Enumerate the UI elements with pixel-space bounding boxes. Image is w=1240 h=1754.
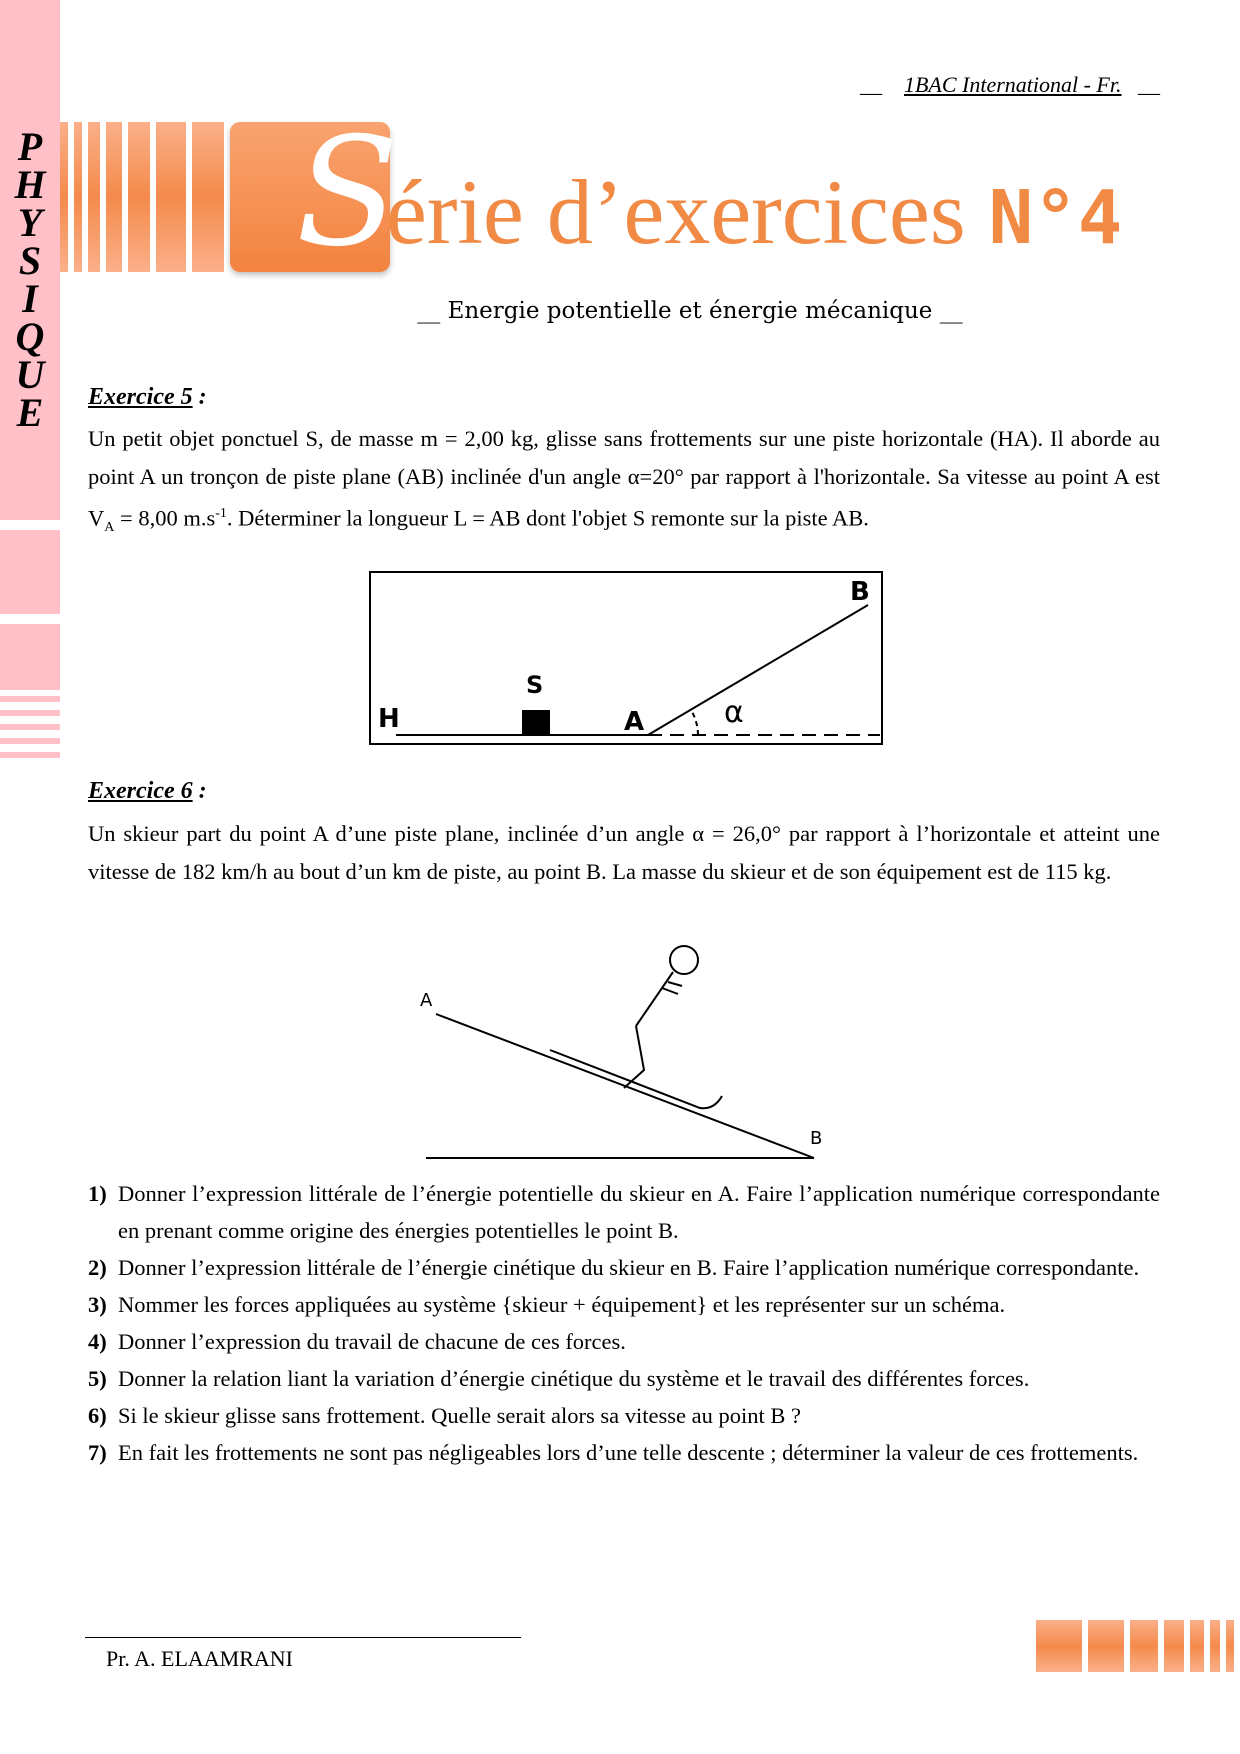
sidebar-block	[0, 624, 60, 690]
title-first-letter: S	[296, 106, 399, 280]
question-item	[88, 1249, 1160, 1286]
decor-bar	[1210, 1620, 1220, 1672]
question-item	[88, 1323, 1160, 1360]
subject-letter: H	[14, 162, 46, 207]
question-number: 5)	[88, 1366, 107, 1391]
decor-bar	[60, 122, 68, 272]
skier-arm	[668, 982, 682, 986]
subject-letter: Q	[15, 314, 45, 359]
title-decoration-bars	[60, 122, 228, 272]
subject-letter: U	[15, 352, 45, 397]
decor-bar	[1226, 1620, 1234, 1672]
header-level: 1BAC International - Fr.	[903, 72, 1122, 97]
subject-letter: I	[22, 276, 38, 321]
title-text: érie d’exercices	[386, 161, 989, 263]
sidebar-stripe	[0, 738, 60, 744]
decor-bar	[1036, 1620, 1082, 1672]
statement-text: . Déterminer la longueur L = AB dont l'objet S remonte sur la piste AB.	[226, 505, 869, 531]
statement-text: = 8,00 m.s	[114, 505, 216, 531]
question-text: Donner l’expression littérale de l’énergie potentielle du skieur en A. Faire l’application numérique correspondante en prenant comme origine des énergies potentielles le point B.	[118, 1181, 1160, 1243]
exercise-6-label: Exercice 6	[88, 778, 193, 804]
question-number: 7)	[88, 1440, 107, 1465]
subject-letter: S	[18, 238, 42, 283]
label-a: A	[420, 990, 433, 1011]
decor-bar	[88, 122, 100, 272]
question-number: 3)	[88, 1292, 107, 1317]
question-item	[88, 1434, 1160, 1471]
decor-bar	[1164, 1620, 1184, 1672]
exercise-6-figure	[410, 938, 830, 1170]
question-text: Si le skieur glisse sans frottement. Quelle serait alors sa vitesse au point B ?	[118, 1403, 801, 1428]
question-text: Donner l’expression littérale de l’énergie cinétique du skieur en B. Faire l’application numérique correspondante.	[118, 1255, 1140, 1280]
decor-bar	[1190, 1620, 1204, 1672]
question-number: 6)	[88, 1403, 107, 1428]
header-dash: __	[859, 72, 882, 97]
sidebar	[0, 0, 60, 770]
decor-bar	[156, 122, 186, 272]
question-number: 4)	[88, 1329, 107, 1354]
subtitle-text: __ Energie potentielle et énergie mécanique __	[417, 298, 963, 324]
exercise-5-heading	[88, 384, 207, 411]
skier-leg	[624, 1026, 644, 1088]
question-item	[88, 1397, 1160, 1434]
label-h: H	[378, 704, 400, 734]
exercise-6-statement: Un skieur part du point A d’une piste plane, inclinée d’un angle α = 26,0° par rapport à l’horizontale et atteint une vitesse de 182 km/h au bout d’un km de piste, au point B. La masse du skieur et de son équipement est de 115 kg.	[88, 821, 1160, 884]
object-s-block	[522, 710, 550, 734]
question-text: Nommer les forces appliquées au système {skieur + équipement} et les représenter sur un schéma.	[118, 1292, 1006, 1317]
footer-decoration-bars	[1036, 1620, 1240, 1672]
footer-author: Pr. A. ELAAMRANI	[106, 1646, 294, 1671]
label-alpha: α	[724, 695, 744, 730]
question-text: Donner la relation liant la variation d’énergie cinétique du système et le travail des différentes forces.	[118, 1366, 1030, 1391]
question-list	[88, 1175, 1160, 1471]
label-s: S	[526, 671, 544, 699]
exercise-5-figure	[368, 570, 884, 746]
page-title	[386, 162, 1122, 268]
question-text: En fait les frottements ne sont pas négligeables lors d’une telle descente ; déterminer la valeur de ces frottements.	[118, 1440, 1139, 1465]
sidebar-stripe	[0, 710, 60, 716]
skier-arm	[662, 988, 678, 994]
subject-letter: E	[16, 390, 44, 435]
header-dash: __	[1138, 72, 1160, 97]
statement-text: Un petit objet ponctuel S, de masse m = 2,00 kg, glisse sans frottements sur une piste horizontale (HA). Il aborde au point A un tronçon de piste plane (AB) inclinée d'un angle α=20° par rapport à l'horizontale. Sa vitesse au point A est V	[88, 426, 1160, 531]
decor-bar	[106, 122, 122, 272]
decor-bar	[1130, 1620, 1158, 1672]
question-text: Donner l’expression du travail de chacune de ces forces.	[118, 1329, 626, 1354]
header-level-note	[860, 72, 1160, 98]
exercise-5-statement	[88, 420, 1160, 547]
decor-bar	[128, 122, 150, 272]
heading-colon: :	[192, 384, 207, 410]
skier-body	[636, 972, 673, 1026]
label-a: A	[624, 707, 645, 737]
subject-letter: P	[17, 124, 43, 169]
heading-colon: :	[192, 778, 207, 804]
question-item	[88, 1286, 1160, 1323]
subscript: A	[104, 520, 115, 535]
subtitle	[0, 297, 1240, 325]
exponent: -1	[215, 506, 227, 521]
question-number: 2)	[88, 1255, 107, 1280]
title-number: N°4	[988, 175, 1123, 261]
sidebar-block	[0, 530, 60, 614]
decor-bar	[192, 122, 224, 272]
skier-head	[670, 946, 698, 974]
question-number: 1)	[88, 1181, 107, 1206]
decor-bar	[1088, 1620, 1124, 1672]
exercise-6-heading	[88, 778, 207, 805]
label-b: B	[810, 1128, 823, 1149]
subject-vertical-label	[10, 124, 50, 435]
question-item	[88, 1175, 1160, 1249]
footer-divider	[85, 1637, 521, 1638]
label-b: B	[850, 577, 870, 607]
ski	[550, 1050, 722, 1108]
exercise-5-label: Exercice 5	[88, 384, 193, 410]
question-item	[88, 1360, 1160, 1397]
sidebar-stripe	[0, 752, 60, 758]
subject-letter: Y	[17, 200, 43, 245]
decor-bar	[74, 122, 82, 272]
sidebar-stripe	[0, 724, 60, 730]
sidebar-stripe	[0, 696, 60, 702]
